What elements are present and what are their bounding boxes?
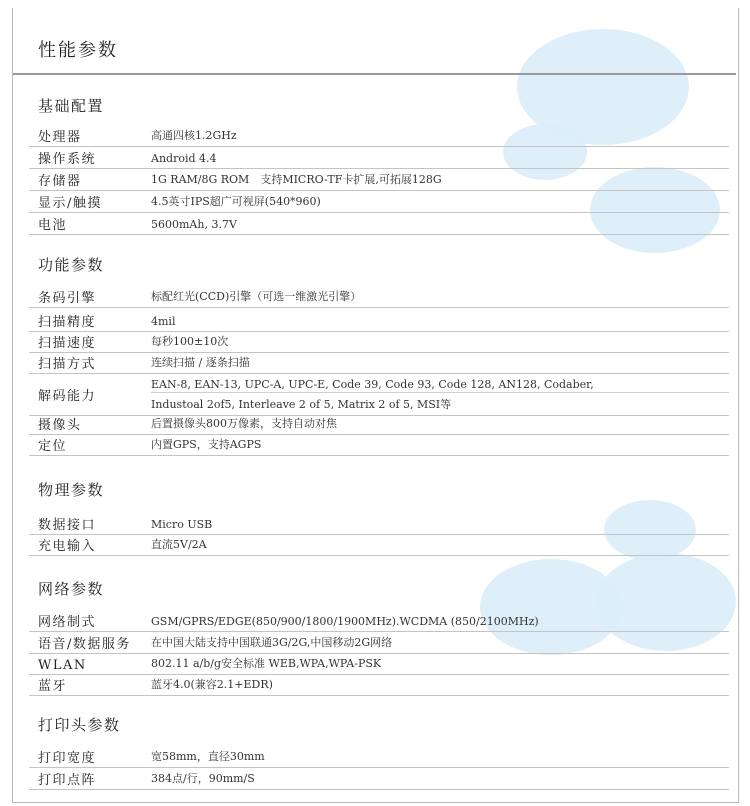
spec-value: 5600mAh, 3.7V [151,218,237,231]
spec-label: 解码能力 [38,389,97,404]
spec-row [29,286,729,308]
section-heading-physical: 物理参数 [38,481,105,499]
spec-value: EAN-8, EAN-13, UPC-A, UPC-E, Code 39, Code 93, Code 128, AN128, Codaber, [151,378,594,391]
spec-row [29,331,729,353]
spec-value: 4.5英寸IPS超广可视屏(540*960) [151,195,321,208]
spec-value: 宽58mm，直径30mm [151,750,265,763]
spec-value: 直流5V/2A [151,538,207,551]
section-heading-network: 网络参数 [38,580,105,598]
spec-label: 操作系统 [38,152,97,167]
spec-value: 802.11 a/b/g安全标准 WEB,WPA,WPA-PSK [151,657,382,670]
spec-row [29,147,729,169]
row-subdivider [151,392,729,393]
spec-row [29,213,729,235]
spec-value: 连续扫描 / 逐条扫描 [151,356,250,369]
spec-value-continued: Industoal 2of5, Interleave 2 of 5, Matrix 2 of 5, MSI等 [151,398,452,411]
spec-value: 高通四核1.2GHz [151,129,237,142]
spec-value: Micro USB [151,518,213,531]
spec-value: 后置摄像头800万像素，支持自动对焦 [151,417,337,430]
spec-row [29,413,729,435]
spec-value: 1G RAM/8G ROM 支持MICRO-TF卡扩展,可拓展128G [151,173,442,186]
spec-value: 384点/行，90mm/S [151,772,255,785]
spec-row [29,513,729,535]
spec-label: 条码引擎 [38,291,97,306]
section-heading-basic: 基础配置 [38,97,105,115]
spec-value: 内置GPS，支持AGPS [151,438,262,451]
spec-label: 电池 [38,218,68,233]
spec-row [29,534,729,556]
spec-row [29,169,729,191]
section-heading-printhead: 打印头参数 [38,716,121,734]
spec-value: Android 4.4 [151,152,217,165]
spec-label: 扫描速度 [38,336,97,351]
spec-label: 打印宽度 [38,751,97,766]
spec-label: 扫描精度 [38,315,97,330]
title-divider [13,73,736,75]
spec-label: 语音/数据服务 [38,637,131,652]
spec-label: 摄像头 [38,418,82,433]
spec-label: 扫描方式 [38,357,97,372]
spec-value: GSM/GPRS/EDGE(850/900/1800/1900MHz).WCDMA (850/2100MHz) [151,615,539,628]
spec-value: 蓝牙4.0(兼容2.1+EDR) [151,678,273,691]
spec-label: 定位 [38,439,68,454]
spec-row [29,674,729,696]
spec-row [29,191,729,213]
spec-label: 蓝牙 [38,679,68,694]
spec-label: 充电输入 [38,539,97,554]
spec-row [29,125,729,147]
spec-row [29,434,729,456]
spec-row [29,372,729,416]
spec-row [29,610,729,632]
spec-label: 存储器 [38,174,82,189]
spec-label: 打印点阵 [38,773,97,788]
spec-label: WLAN [38,658,87,673]
spec-row [29,746,729,768]
spec-value: 标配红光(CCD)引擎（可选一维激光引擎） [151,290,362,303]
spec-row [29,768,729,790]
page-title: 性能参数 [38,40,118,61]
spec-label: 数据接口 [38,518,97,533]
spec-label: 网络制式 [38,615,97,630]
section-heading-function: 功能参数 [38,256,105,274]
spec-row [29,352,729,374]
spec-label: 处理器 [38,130,82,145]
spec-row [29,310,729,332]
spec-value: 4mil [151,315,176,328]
spec-value: 在中国大陆支持中国联通3G/2G,中国移动2G网络 [151,636,393,649]
spec-row [29,632,729,654]
spec-value: 每秒100±10次 [151,335,229,348]
spec-label: 显示/触摸 [38,196,102,211]
spec-row [29,653,729,675]
